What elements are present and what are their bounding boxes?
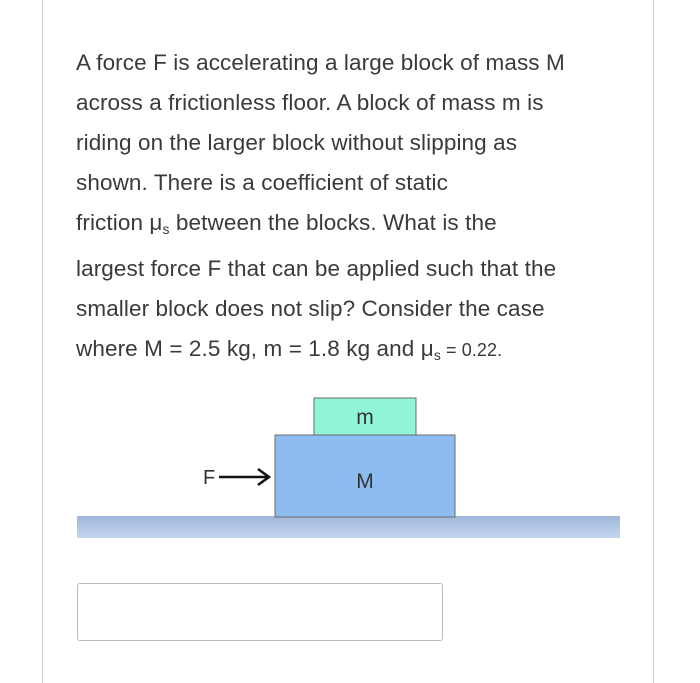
mu-symbol: μ	[149, 210, 163, 235]
question-line-4: shown. There is a coefficient of static	[76, 170, 449, 195]
large-block-label: M	[356, 470, 374, 493]
mu-symbol-2: μ	[420, 335, 434, 361]
question-line-3: riding on the larger block without slipping as	[76, 130, 518, 155]
force-arrow-icon	[219, 469, 269, 485]
mu-subscript-2: s	[433, 346, 441, 363]
question-line-1: A force F is accelerating a large block of mass M	[76, 50, 565, 75]
question-line-5-start: friction	[76, 210, 150, 235]
question-line-8-start: where M = 2.5 kg, m = 1.8 kg and	[76, 335, 421, 361]
small-block-label: m	[356, 406, 374, 429]
question-line-6: largest force F that can be applied such that the	[76, 255, 557, 281]
question-line-2: across a frictionless floor. A block of mass m is	[76, 90, 544, 115]
mu-subscript: s	[162, 220, 170, 237]
floor	[77, 516, 620, 538]
answer-input[interactable]	[77, 583, 443, 641]
question-line-7: smaller block does not slip? Consider the case	[76, 295, 545, 321]
question-line-5-end: between the blocks. What is the	[169, 210, 497, 235]
question-line-8-end: = 0.22.	[440, 339, 503, 360]
force-label: F	[203, 467, 216, 489]
